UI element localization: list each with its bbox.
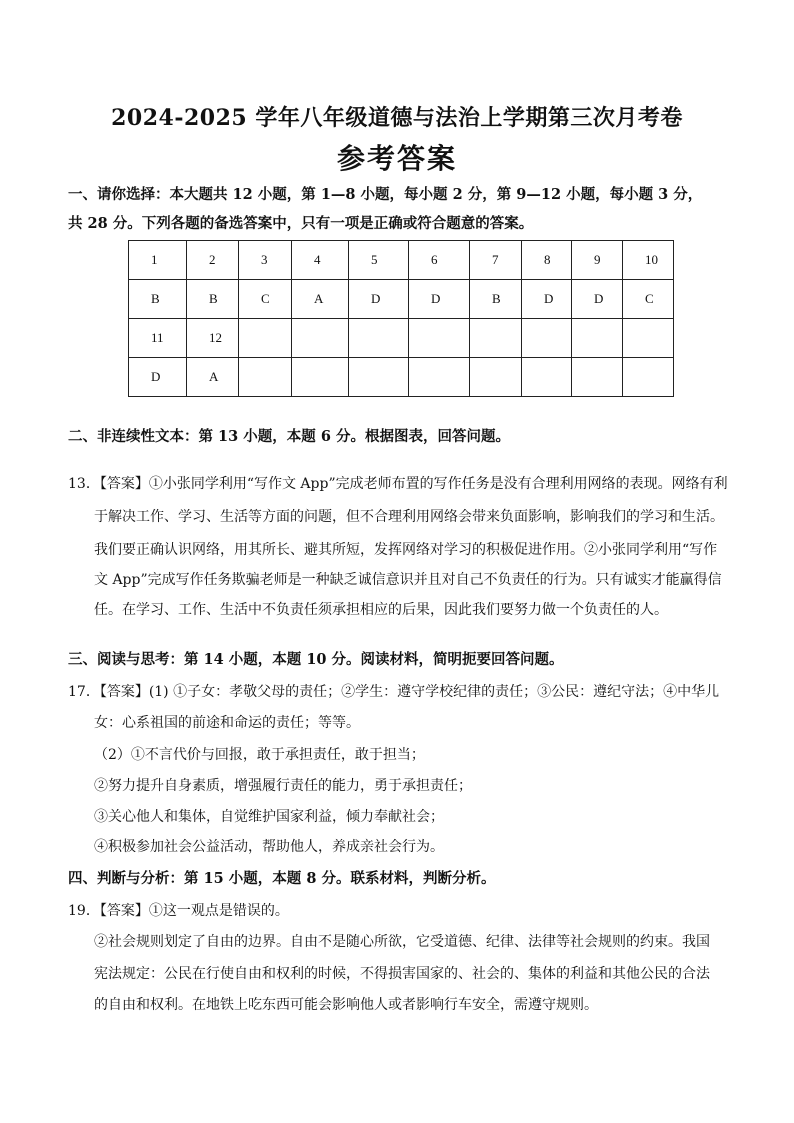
answer-table-cell bbox=[409, 319, 470, 358]
q19-line-4: 的自由和权利。在地铁上吃东西可能会影响他人或者影响行车安全，需遵守规则。 bbox=[94, 997, 598, 1013]
section3-heading: 三、阅读与思考：第 14 小题，本题 10 分。阅读材料，简明扼要回答问题。 bbox=[68, 651, 564, 668]
answer-table-cell bbox=[572, 358, 623, 397]
answer-table-cell: D bbox=[522, 280, 572, 319]
answer-table-cell: 6 bbox=[409, 241, 470, 280]
section2-heading: 二、非连续性文本：第 13 小题，本题 6 分。根据图表，回答问题。 bbox=[68, 428, 510, 445]
answer-table-cell: D bbox=[129, 358, 187, 397]
answer-table-cell: B bbox=[470, 280, 522, 319]
section1-heading-line1: 一、请你选择：本大题共 12 小题，第 1—8 小题，每小题 2 分，第 9—12 小题，每小题 3 分， bbox=[68, 186, 703, 203]
q13-line-5: 任。在学习、工作、生活中不负责任须承担相应的后果，因此我们要努力做一个负责任的人。 bbox=[94, 602, 668, 618]
answer-table-cell: 1 bbox=[129, 241, 187, 280]
answer-table-cell: 12 bbox=[187, 319, 239, 358]
answer-table-row bbox=[129, 358, 674, 397]
q17-line-5: ③关心他人和集体，自觉维护国家利益，倾力奉献社会； bbox=[94, 809, 444, 825]
answer-table-cell bbox=[522, 358, 572, 397]
answer-table-cell: 11 bbox=[129, 319, 187, 358]
page-title: 2024-2025 学年八年级道德与法治上学期第三次月考卷 bbox=[111, 105, 683, 131]
answer-table-cell bbox=[623, 358, 674, 397]
answer-table-cell: D bbox=[349, 280, 409, 319]
answer-table-cell bbox=[470, 358, 522, 397]
answer-table-row bbox=[129, 319, 674, 358]
answer-table-cell: 4 bbox=[292, 241, 349, 280]
answer-table-cell: 10 bbox=[623, 241, 674, 280]
q13-line-2: 于解决工作、学习、生活等方面的问题，但不合理利用网络会带来负面影响，影响我们的学习和生活。 bbox=[94, 509, 724, 525]
answer-table-cell bbox=[239, 319, 292, 358]
answer-table-cell bbox=[522, 319, 572, 358]
answer-table-cell: D bbox=[409, 280, 470, 319]
answer-table-cell: C bbox=[623, 280, 674, 319]
answer-table-cell: D bbox=[572, 280, 623, 319]
answer-table-cell: 2 bbox=[187, 241, 239, 280]
answer-table-cell: B bbox=[187, 280, 239, 319]
answer-table-cell: 9 bbox=[572, 241, 623, 280]
answer-table-cell: A bbox=[187, 358, 239, 397]
answer-table-cell bbox=[349, 358, 409, 397]
answer-table-row bbox=[129, 280, 674, 319]
q19-line-1: 19．【答案】①这一观点是错误的。 bbox=[68, 903, 289, 919]
answer-table-cell: C bbox=[239, 280, 292, 319]
answer-table-row bbox=[129, 241, 674, 280]
answer-table-cell: A bbox=[292, 280, 349, 319]
answer-table-cell: 5 bbox=[349, 241, 409, 280]
answer-table-cell bbox=[470, 319, 522, 358]
answer-table-cell bbox=[292, 358, 349, 397]
q19-line-3: 宪法规定：公民在行使自由和权利的时候，不得损害国家的、社会的、集体的利益和其他公民的合法 bbox=[94, 966, 710, 982]
answer-table-cell bbox=[572, 319, 623, 358]
answer-table-cell bbox=[292, 319, 349, 358]
answer-table-cell bbox=[349, 319, 409, 358]
q17-line-1: 17．【答案】(1) ①子女：孝敬父母的责任；②学生：遵守学校纪律的责任；③公民：遵纪守法；④中华儿 bbox=[68, 684, 720, 700]
q17-line-3: （2）①不言代价与回报，敢于承担责任，敢于担当； bbox=[94, 747, 425, 763]
answer-table-cell bbox=[409, 358, 470, 397]
q17-line-4: ②努力提升自身素质，增强履行责任的能力，勇于承担责任； bbox=[94, 778, 472, 794]
section4-heading: 四、判断与分析：第 15 小题，本题 8 分。联系材料，判断分析。 bbox=[68, 870, 496, 887]
answer-table-cell bbox=[239, 358, 292, 397]
q13-line-3: 我们要正确认识网络，用其所长、避其所短，发挥网络对学习的积极促进作用。②小张同学利用“写作 bbox=[94, 542, 718, 558]
answer-table-cell bbox=[623, 319, 674, 358]
answer-table-cell: 8 bbox=[522, 241, 572, 280]
q13-line-4: 文 App”完成写作任务欺骗老师是一种缺乏诚信意识并且对自己不负责任的行为。只有诚实才能赢得信 bbox=[94, 572, 722, 588]
answer-table-cell: 3 bbox=[239, 241, 292, 280]
answer-table-cell: 7 bbox=[470, 241, 522, 280]
answer-table-cell: B bbox=[129, 280, 187, 319]
q13-line-1: 13．【答案】①小张同学利用“写作文 App”完成老师布置的写作任务是没有合理利用网络的表现。网络有利 bbox=[68, 476, 728, 492]
q17-line-6: ④积极参加社会公益活动，帮助他人，养成亲社会行为。 bbox=[94, 839, 444, 855]
page-subtitle: 参考答案 bbox=[336, 142, 457, 175]
answer-table bbox=[128, 240, 674, 397]
section1-heading-line2: 共 28 分。下列各题的备选答案中，只有一项是正确或符合题意的答案。 bbox=[68, 215, 534, 232]
q19-line-2: ②社会规则划定了自由的边界。自由不是随心所欲，它受道德、纪律、法律等社会规则的约束。我国 bbox=[94, 934, 710, 950]
q17-line-2: 女：心系祖国的前途和命运的责任；等等。 bbox=[94, 715, 360, 731]
